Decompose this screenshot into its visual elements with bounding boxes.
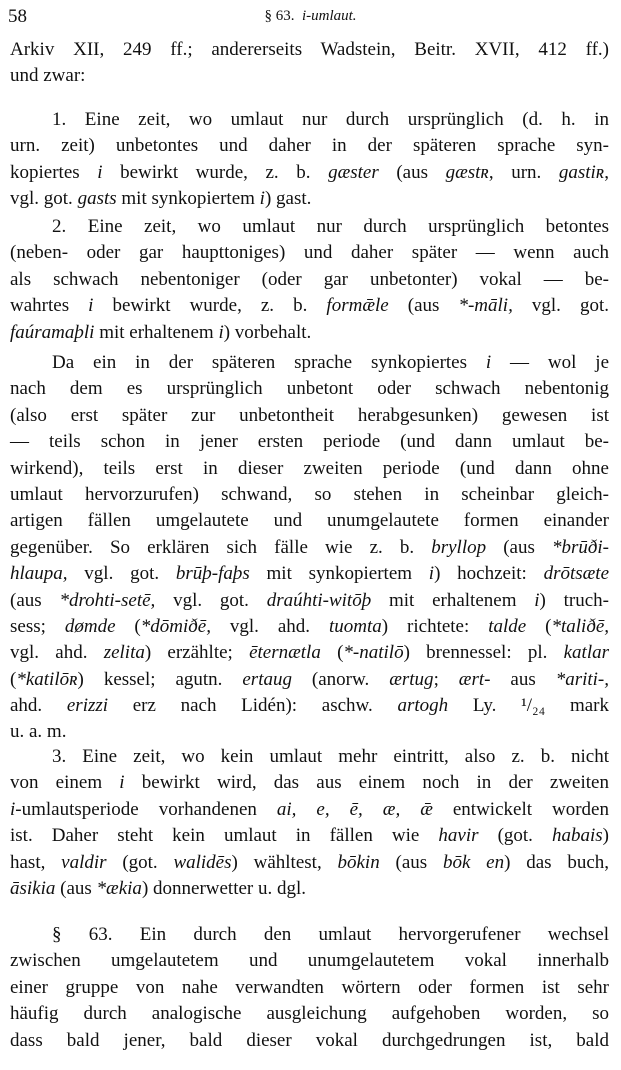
text-run: ist. Daher steht kein umlaut in fällen wie [10, 825, 439, 847]
italic-term: ai, e, ē, æ, ǣ [276, 798, 433, 820]
text-run: ahd. [10, 695, 67, 717]
italic-term: *ariti-, [555, 668, 610, 690]
italic-term: i [97, 161, 103, 183]
italic-term: i [259, 188, 265, 210]
text-run: Arkiv XII, 249 ff.; andererseits Wadstein, Beitr. XVII, 412 ff.) [10, 39, 609, 60]
text-run: (got. [106, 851, 174, 873]
text-run: , [604, 161, 610, 183]
text-line [10, 667, 609, 693]
text-line [10, 267, 609, 293]
italic-term: havir [438, 825, 479, 847]
text-run: (aus [378, 161, 446, 183]
text-run: u. a. m. [10, 721, 67, 743]
text-run: (got. [478, 825, 552, 847]
text-run: zwischen umgelautetem und unumgelautetem vokal innerhalb [10, 950, 609, 972]
text-run: (aus [388, 295, 459, 317]
text-run: (aus [486, 536, 552, 558]
italic-term: drōtsæte [543, 563, 610, 585]
text-run: vgl. got. [67, 563, 176, 585]
text-run: vgl. got. [512, 295, 609, 317]
text-run: wirkend), teils erst in dieser zweiten periode (und dann ohne [10, 457, 609, 479]
italic-term: formǣle [326, 295, 389, 317]
text-run: ) brennessel: pl. [403, 642, 564, 664]
text-line [10, 63, 609, 89]
text-run: erz nach Lidén): aschw. [108, 695, 398, 717]
italic-term: i [428, 563, 435, 585]
text-run: ( [320, 642, 344, 664]
text-line [10, 186, 609, 212]
text-line [10, 403, 609, 429]
text-run: ) kessel; agutn. [77, 668, 243, 690]
italic-term: erizzi [66, 695, 109, 717]
text-run: (aus [55, 877, 97, 899]
text-line [10, 744, 609, 770]
text-run: — teils schon in jener ersten periode (und dann umlaut be- [10, 431, 609, 453]
text-run: mit erhaltenem [94, 321, 219, 343]
text-run: einer gruppe von nahe verwandten wörtern oder formen ist sehr [10, 976, 609, 998]
text-line [10, 948, 609, 974]
text-run: mit erhaltenem [371, 589, 535, 611]
text-run: vgl. got. [10, 188, 78, 210]
text-line [10, 1028, 609, 1054]
text-line [10, 535, 609, 561]
text-run: (aus [379, 851, 443, 873]
text-run: Da ein in der späteren sprache synkopiertes [52, 352, 486, 373]
italic-term: *-māli, [458, 295, 513, 317]
italic-term: dømde [64, 615, 116, 637]
text-run: bewirkt wurde, z. b. [93, 295, 327, 317]
italic-term: artogh [397, 695, 449, 717]
text-run: Ly. ¹/₂₄ mark [448, 695, 610, 717]
text-line [10, 214, 609, 240]
paragraph-syncope-discussion [10, 350, 609, 746]
text-line [10, 614, 609, 640]
text-run: aus [490, 668, 556, 690]
text-run: ) gast. [264, 188, 312, 210]
text-line [10, 693, 609, 719]
text-run: hast, [10, 851, 62, 873]
text-run: sess; [10, 615, 65, 637]
italic-term: *taliðē, [551, 615, 610, 637]
italic-term: katlar [563, 642, 609, 664]
text-run: ) vorbehalt. [223, 321, 312, 343]
paragraph-period-2 [10, 214, 609, 346]
text-run: (neben- oder gar haupttoniges) und daher später — wenn auch [10, 242, 609, 264]
text-line [10, 456, 609, 482]
text-line [10, 107, 609, 133]
italic-term: faúramaþli [10, 321, 95, 343]
text-run: ( [115, 615, 141, 637]
italic-term: brūþ-faþs [175, 563, 250, 585]
italic-term: walidēs [173, 851, 232, 873]
running-head-section: § 63. [264, 8, 295, 24]
italic-term: i [218, 321, 224, 343]
italic-term: gasts [77, 188, 117, 210]
text-line [10, 320, 609, 346]
italic-term: hlaupa, [10, 563, 68, 585]
text-run: ) truch- [539, 589, 609, 611]
paragraph-period-1 [10, 107, 609, 213]
text-line [10, 588, 609, 614]
italic-term: ærtug [389, 668, 434, 690]
italic-term: bryllop [431, 536, 487, 558]
text-line [10, 561, 609, 587]
italic-term: *dōmiðē, [140, 615, 211, 637]
text-run: wahrtes [10, 295, 89, 317]
italic-term: gæstʀ [445, 161, 489, 183]
italic-term: bōk en [442, 851, 505, 873]
text-run: mit synkopiertem [116, 188, 260, 210]
italic-term: *katilōʀ [16, 668, 78, 690]
text-run: bewirkt wird, das aus einem noch in der zweiten [124, 772, 609, 794]
text-run: urn. zeit) unbetontes und daher in der späteren sprache syn- [10, 135, 609, 157]
paragraph-reference-continuation [10, 37, 609, 90]
text-run: bewirkt wurde, z. b. [102, 161, 329, 183]
text-run: 1. Eine zeit, wo umlaut nur durch ursprünglich (d. h. in [52, 109, 609, 130]
italic-term: gastiʀ [558, 161, 605, 183]
text-run: kopiertes [10, 161, 98, 183]
text-line [10, 640, 609, 666]
text-run: , urn. [488, 161, 559, 183]
text-run: ) richtete: [381, 615, 489, 637]
text-line [10, 1001, 609, 1027]
italic-term: gæster [328, 161, 379, 183]
italic-term: draúhti-witōþ [266, 589, 372, 611]
paragraph-period-3 [10, 744, 609, 902]
italic-term: talde [488, 615, 527, 637]
italic-term: *drohti-setē, [59, 589, 156, 611]
text-run: vgl. ahd. [210, 615, 329, 637]
text-line [10, 876, 609, 902]
text-line [10, 797, 609, 823]
italic-term: zelita [103, 642, 145, 664]
text-line [10, 508, 609, 534]
text-run: 3. Eine zeit, wo kein umlaut mehr eintritt, also z. b. nicht [52, 746, 609, 767]
text-run: — wol je [491, 352, 610, 373]
text-line [10, 133, 609, 159]
text-run: häufig durch analogische ausgleichung aufgehoben worden, so [10, 1003, 609, 1025]
text-run: artigen fällen umgelautete und unumgelautete formen einander [10, 510, 609, 532]
text-run: 2. Eine zeit, wo umlaut nur durch ursprünglich betontes [52, 216, 609, 237]
text-run: § 63. Ein durch den umlaut hervorgerufener wechsel [52, 924, 609, 945]
text-line [10, 823, 609, 849]
italic-term: ertaug [242, 668, 292, 690]
italic-term: *-natilō [343, 642, 404, 664]
text-run: (also erst später zur unbetontheit herabgesunken) gewesen ist [10, 404, 609, 426]
text-run: als schwach nebentoniger (oder gar unbetonter) vokal — be- [10, 268, 609, 290]
text-line [10, 376, 609, 402]
italic-term: *brūði- [552, 536, 609, 558]
italic-term: i [534, 589, 540, 611]
text-line [10, 719, 609, 745]
paragraph-section-63 [10, 922, 609, 1054]
running-head [0, 8, 621, 25]
text-line [10, 37, 609, 63]
text-run: nach dem es ursprünglich unbetont oder schwach nebentonig [10, 378, 609, 400]
italic-term: i [485, 352, 492, 373]
italic-term: ēternætla [249, 642, 321, 664]
italic-term: bōkin [337, 851, 380, 873]
text-line [10, 850, 609, 876]
italic-term: tuomta [328, 615, 382, 637]
text-line [10, 770, 609, 796]
text-run: (aus [10, 589, 60, 611]
text-run: mit synkopiertem [249, 563, 429, 585]
italic-term: habais [551, 825, 603, 847]
italic-term: *ækia [96, 877, 142, 899]
text-run: umlaut hervorzurufen) schwand, so stehen in scheinbar gleich- [10, 483, 609, 505]
text-run: ) hochzeit: [434, 563, 544, 585]
italic-term: valdir [61, 851, 107, 873]
text-run: ) das buch, [504, 851, 609, 873]
page-number: 58 [8, 6, 27, 27]
italic-term: āsikia [10, 877, 56, 899]
text-run: ) erzählte; [144, 642, 250, 664]
text-run: ) donnerwetter u. dgl. [141, 877, 307, 899]
text-run: entwickelt worden [432, 798, 609, 820]
text-run: ( [10, 668, 17, 690]
text-line [10, 350, 609, 376]
text-line [10, 160, 609, 186]
running-head-title: i-umlaut. [301, 8, 357, 24]
italic-term: i [119, 772, 125, 794]
text-line [10, 922, 609, 948]
text-run: gegenüber. So erklären sich fälle wie z. b. [10, 536, 432, 558]
text-run: vgl. ahd. [10, 642, 104, 664]
text-run: von einem [10, 772, 120, 794]
text-line [10, 240, 609, 266]
text-run: ) [602, 825, 609, 847]
text-run: ; [433, 668, 459, 690]
text-line [10, 293, 609, 319]
text-run: vgl. got. [155, 589, 267, 611]
text-run: (anorw. [291, 668, 390, 690]
italic-term: ært- [458, 668, 491, 690]
italic-term: i [10, 798, 16, 820]
text-run: dass bald jener, bald dieser vokal durchgedrungen ist, bald [10, 1029, 609, 1051]
text-run: ( [526, 615, 552, 637]
text-line [10, 429, 609, 455]
text-run: ) wähltest, [231, 851, 338, 873]
text-line [10, 482, 609, 508]
text-run: und zwar: [10, 65, 86, 87]
text-run: -umlautsperiode vorhandenen [15, 798, 277, 820]
text-line [10, 975, 609, 1001]
italic-term: i [88, 295, 94, 317]
